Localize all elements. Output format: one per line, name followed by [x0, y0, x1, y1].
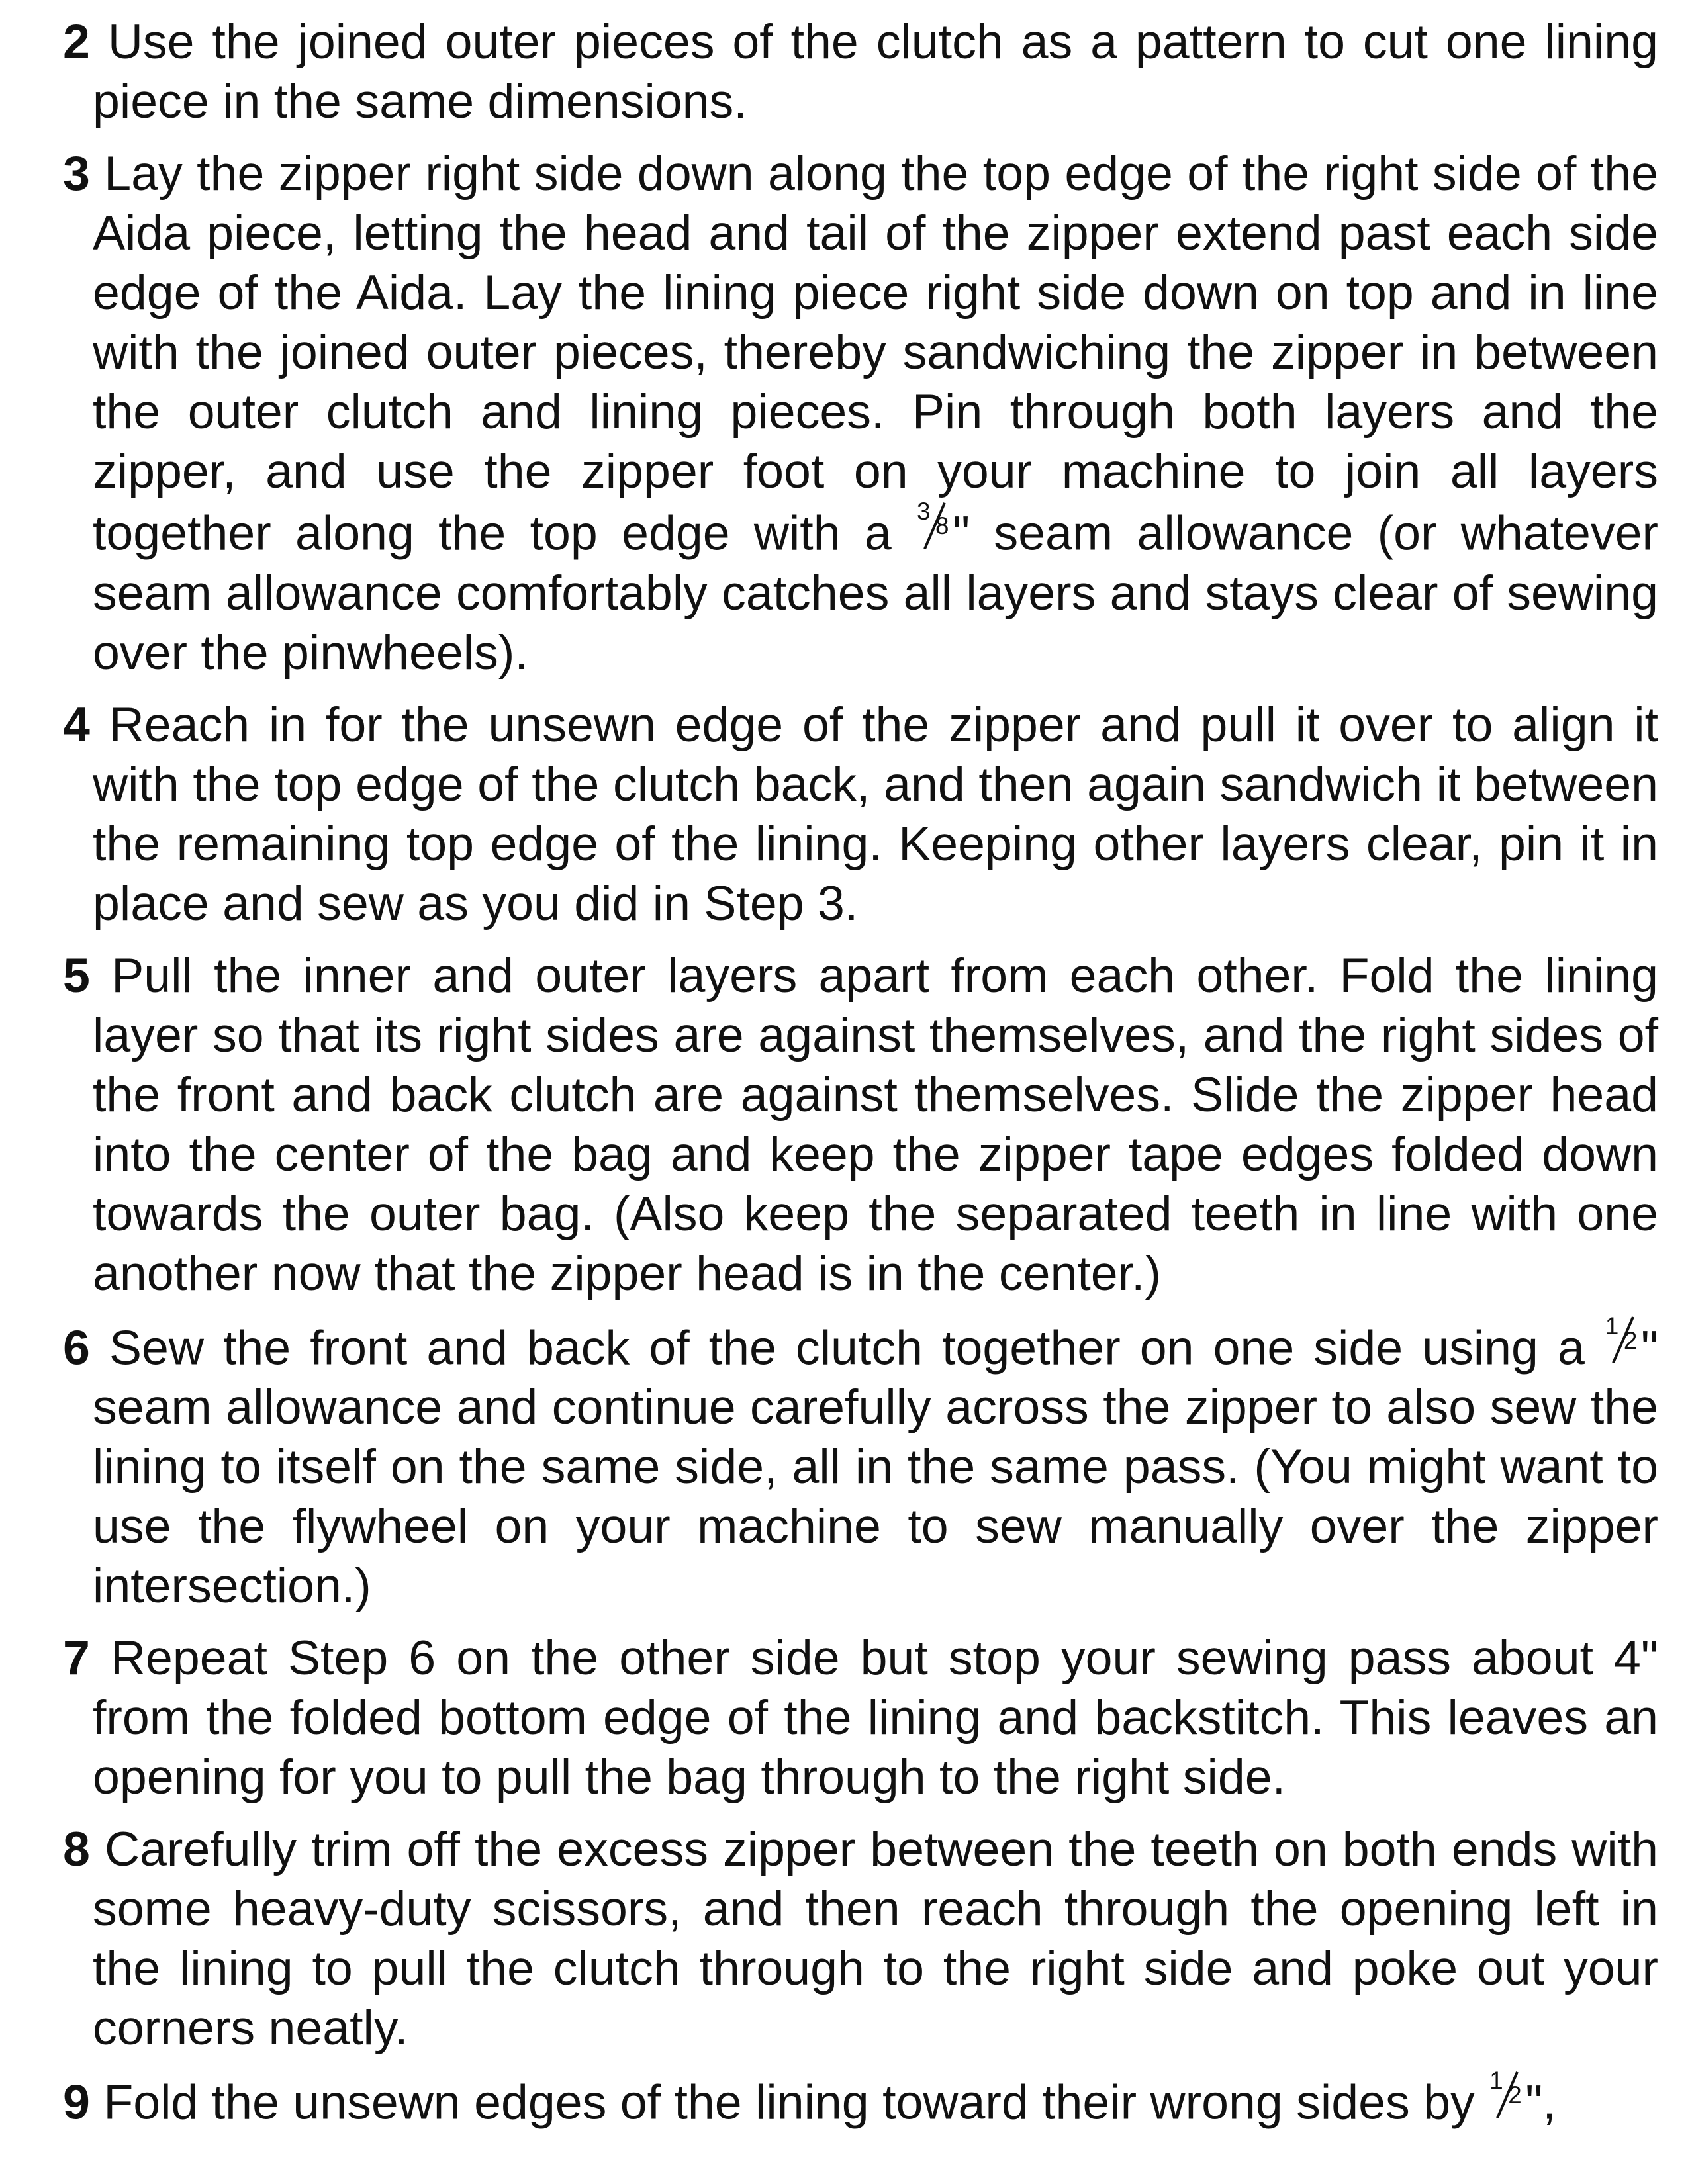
step-number: 2 — [63, 14, 90, 69]
fraction-numerator: 1 — [1489, 2067, 1503, 2095]
step-number: 4 — [63, 696, 90, 752]
fraction-denominator: 2 — [1508, 2081, 1522, 2109]
step-number: 7 — [63, 1630, 90, 1685]
step-number: 9 — [63, 2074, 90, 2130]
step-text: Carefully trim off the excess zipper between the teeth on both ends with some heavy-duty scissors, and then reach through the opening left in the lining to pull the clutch through to the right side and poke out your corners neatly. — [93, 1821, 1659, 2055]
step-text: Reach in for the unsewn edge of the zipper and pull it over to align it with the top edge of the clutch back, and then again sandwich it between the remaining top edge of the lining. Keeping other layers clear, pin it in place and sew as you did in Step 3. — [93, 696, 1659, 931]
step-text: Sew the front and back of the clutch together on one side using a — [109, 1320, 1585, 1375]
step-2 — [63, 12, 1658, 131]
fraction-three-eighths — [915, 498, 953, 550]
step-text: Fold the unsewn edges of the lining toward their wrong sides by — [103, 2074, 1475, 2130]
step-8 — [63, 1819, 1658, 2058]
step-text-continued: " seam allowance and continue carefully across the zipper to also sew the lining to itself on the same side, all in the same pass. (You might want to use the flywheel on your machine to sew manually over the zipper intersection.) — [93, 1320, 1658, 1613]
step-9 — [63, 2067, 1658, 2132]
step-number: 5 — [63, 947, 90, 1003]
step-text: Lay the zipper right side down along the top edge of the right side of the Aida piece, letting the head and tail of the zipper extend past each side edge of the Aida. Lay the lining piece right side down on top and in line with the joined outer pieces, thereby sandwiching the zipper in between the outer clutch and lining pieces. Pin through both layers and the zipper, and use the zipper foot on your machine to join all layers together along the top edge with a — [93, 146, 1658, 561]
fraction-numerator: 1 — [1605, 1312, 1619, 1340]
fraction-one-half — [1604, 1312, 1641, 1365]
step-6 — [63, 1312, 1658, 1616]
step-4 — [63, 695, 1658, 933]
instructions-page — [63, 12, 1658, 2145]
fraction-numerator: 3 — [917, 498, 931, 525]
step-7 — [63, 1628, 1658, 1807]
step-number: 6 — [63, 1320, 90, 1375]
step-number: 8 — [63, 1821, 90, 1876]
step-text: Use the joined outer pieces of the clutch as a pattern to cut one lining piece in the same dimensions. — [93, 14, 1658, 128]
step-number: 3 — [63, 146, 90, 201]
fraction-denominator: 8 — [935, 512, 949, 540]
fraction-denominator: 2 — [1623, 1326, 1638, 1354]
step-3 — [63, 144, 1658, 682]
step-5 — [63, 946, 1658, 1303]
step-text-continued: ", — [1525, 2074, 1556, 2130]
step-text-continued: " seam allowance (or whatever seam allowance comfortably catches all layers and stays clear of sewing over the pinwheels). — [93, 505, 1658, 680]
step-text: Repeat Step 6 on the other side but stop your sewing pass about 4" from the folded bottom edge of the lining and backstitch. This leaves an opening for you to pull the bag through to the right side. — [93, 1630, 1659, 1804]
step-text: Pull the inner and outer layers apart from each other. Fold the lining layer so that its right sides are against themselves, and the right sides of the front and back clutch are against themselves. Slide the zipper head into the center of the bag and keep the zipper tape edges folded down towards the outer bag. (Also keep the separated teeth in line with one another now that the zipper head is in the center.) — [93, 947, 1658, 1300]
fraction-one-half — [1488, 2067, 1525, 2119]
